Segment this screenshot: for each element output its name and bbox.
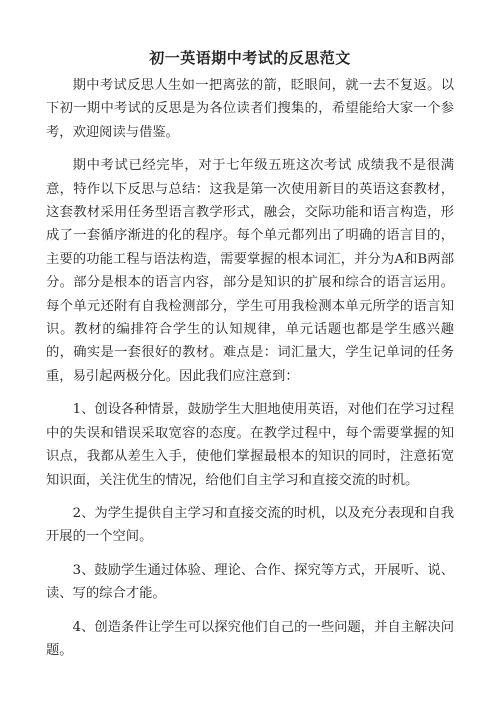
paragraph-intro: 期中考试反思人生如一把离弦的箭，眨眼间，就一去不复返。以下初一期中考试的反思是为各位读者们搜集的，希望能给大家一个参考，欢迎阅读与借鉴。: [46, 78, 454, 140]
paragraph-point-2: 2、为学生提供自主学习和直接交流的时机，以及充分表现和自我开展的一个空间。: [46, 505, 454, 545]
document-title: 初一英语期中考试的反思范文: [149, 49, 351, 67]
paragraph-point-3: 3、鼓励学生通过体验、理论、合作、探究等方式，开展听、说、读、写的综合才能。: [46, 562, 454, 602]
paragraph-point-1: 1、创设各种情景，鼓励学生大胆地使用英语，对他们在学习过程中的失误和错误采取宽容的态度。在教学过程中，每个需要掌握的知识点，我都从差生入手，使他们掌握最根本的知识的同时，注意拓宽知识面，关注优生的情况，给他们自主学习和直接交流的时机。: [46, 402, 454, 488]
paragraph-reflection: 期中考试已经完毕，对于七年级五班这次考试 成绩我不是很满意，特作以下反思与总结：这我是第一次使用新目的英语这套教材，这套教材采用任务型语言教学形式，融会，交际功能和语言构造，形成了一套循序渐进的化的程序。每个单元都列出了明确的语言目的，主要的功能工程与语法构造，需要掌握的根本词汇，并分为A和B两部分。部分是根本的语言内容，部分是知识的扩展和综合的语言运用。每个单元还附有自我检测部分，学生可用我检测本单元所学的语言知识。教材的编排符合学生的认知规律，单元话题也都是学生感兴趣的，确实是一套很好的教材。难点是：词汇量大，学生记单词的任务重，易引起两极分化。因此我们应注意到：: [46, 158, 454, 384]
paragraph-point-4: 4、创造条件让学生可以探究他们自己的一些问题，并自主解决问题。: [46, 619, 454, 658]
